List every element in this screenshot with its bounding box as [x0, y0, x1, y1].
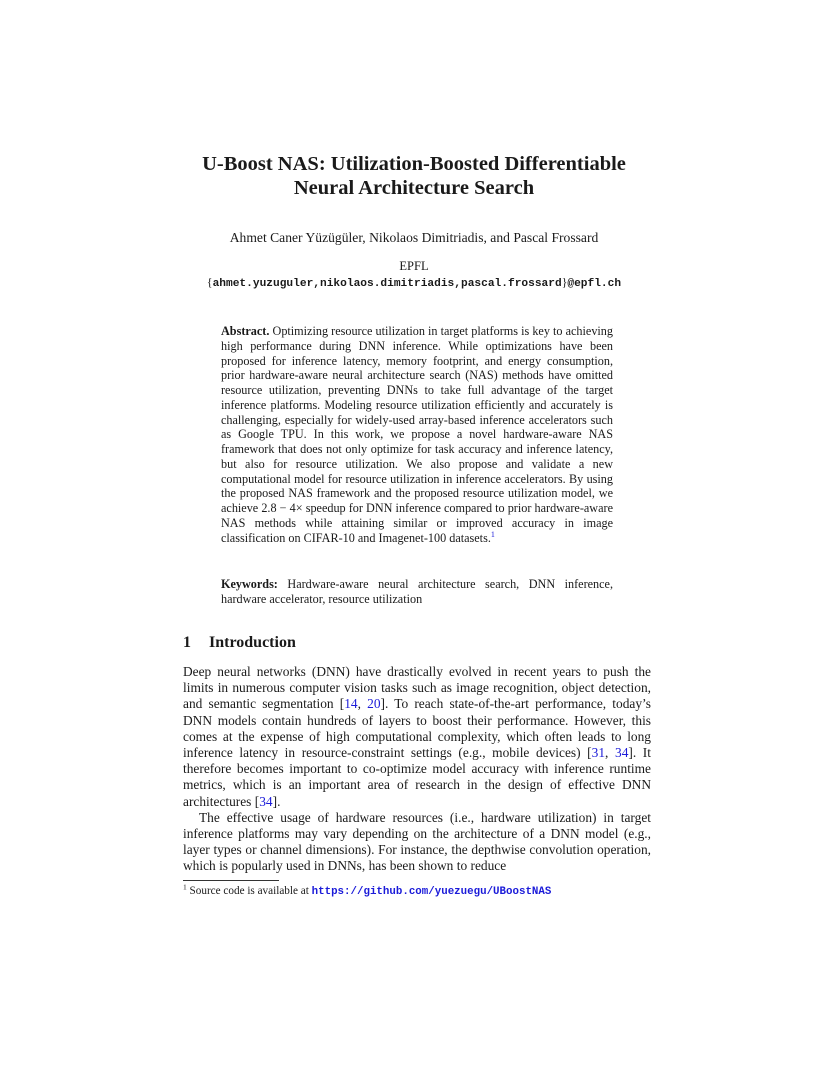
affiliation: EPFL [399, 259, 429, 273]
footnote-mark: 1 [183, 882, 187, 892]
email-brace-open: { [206, 275, 213, 289]
section-heading [183, 633, 296, 653]
keywords [221, 577, 613, 607]
citation-link[interactable]: 14 [344, 696, 358, 712]
footnote-text: Source code is available at [189, 885, 312, 897]
intro-text: , [357, 696, 368, 712]
email-domain: @epfl.ch [567, 278, 622, 290]
intro-text: , [605, 745, 615, 761]
citation-link[interactable]: 20 [367, 696, 381, 712]
citation-link[interactable]: 34 [259, 793, 273, 809]
abstract [221, 324, 613, 545]
intro-paragraph-2: The effective usage of hardware resources (i.e., hardware utilization) in target inference platforms may vary depending on the architecture of a DNN model (e.g., layer types or channel dimensions). For instance, the depthwise convolution operation, which is popularly used in DNNs, has been shown to reduce [183, 809, 651, 874]
title-line-2: Neural Architecture Search [293, 177, 535, 199]
authors: Ahmet Caner Yüzügüler, Nikolaos Dimitriadis, and Pascal Frossard [229, 230, 599, 245]
section-title: Introduction [209, 634, 296, 651]
intro-text: ]. It therefore becomes important to co-optimize model accuracy with inference runtime metrics, which is an important area of research in the design of effective DNN architectures [ [183, 745, 651, 809]
title-line-1: U-Boost NAS: Utilization-Boosted Differentiable [202, 153, 626, 175]
intro-text: Deep neural networks (DNN) have drastically evolved in recent years to push the limits in numerous computer vision tasks such as image recognition, object detection, and semantic segmentation [ [183, 664, 651, 712]
intro-text: ]. To reach state-of-the-art performance, today’s DNN models contain hundreds of layers to boost their performance. However, this comes at the expense of high computational complexity, which often leads to long inference latency in resource-constraint settings (e.g., mobile devices) [ [183, 696, 651, 761]
introduction-body [183, 664, 651, 875]
paper-title [0, 152, 828, 200]
abstract-text: Optimizing resource utilization in target platforms is key to achieving high performance during DNN inference. While optimizations have been proposed for inference latency, memory footprint, and energy consumption, prior hardware-aware neural architecture search (NAS) methods have omitted resource utilization, preventing DNNs to take full advantage of the target inference platforms. Modeling resource utilization efficiently and accurately is challenging, especially for widely-used array-based inference accelerators such as Google TPU. In this work, we propose a novel hardware-aware NAS framework that does not only optimize for task accuracy and inference latency, but also for resource utilization. We also propose and validate a new computational model for resource utilization in inference accelerators. By using the proposed NAS framework and the proposed resource utilization model, we achieve 2.8 − 4× speedup for DNN inference compared to prior hardware-aware NAS methods while attaining similar or improved accuracy in image classification on CIFAR-10 and Imagenet-100 datasets. [221, 324, 613, 545]
keywords-label: Keywords: [221, 577, 278, 591]
intro-paragraph-1 [183, 664, 651, 810]
abstract-label: Abstract. [221, 324, 270, 338]
author-emails [0, 274, 828, 292]
footnote-reference[interactable]: 1 [490, 529, 495, 539]
citation-link[interactable]: 31 [591, 745, 606, 761]
source-code-link[interactable]: https://github.com/yuezuegu/UBoostNAS [311, 886, 552, 898]
keywords-text: Hardware-aware neural architecture search, DNN inference, hardware accelerator, resource utilization [221, 577, 614, 606]
email-names: ahmet.yuzuguler,nikolaos.dimitriadis,pascal.frossard [212, 278, 562, 290]
footnote-divider [183, 880, 279, 881]
citation-link[interactable]: 34 [615, 745, 629, 761]
footnote [183, 884, 651, 899]
section-number: 1 [183, 634, 191, 651]
email-brace-close: } [561, 275, 568, 289]
intro-text: ]. [272, 793, 281, 809]
